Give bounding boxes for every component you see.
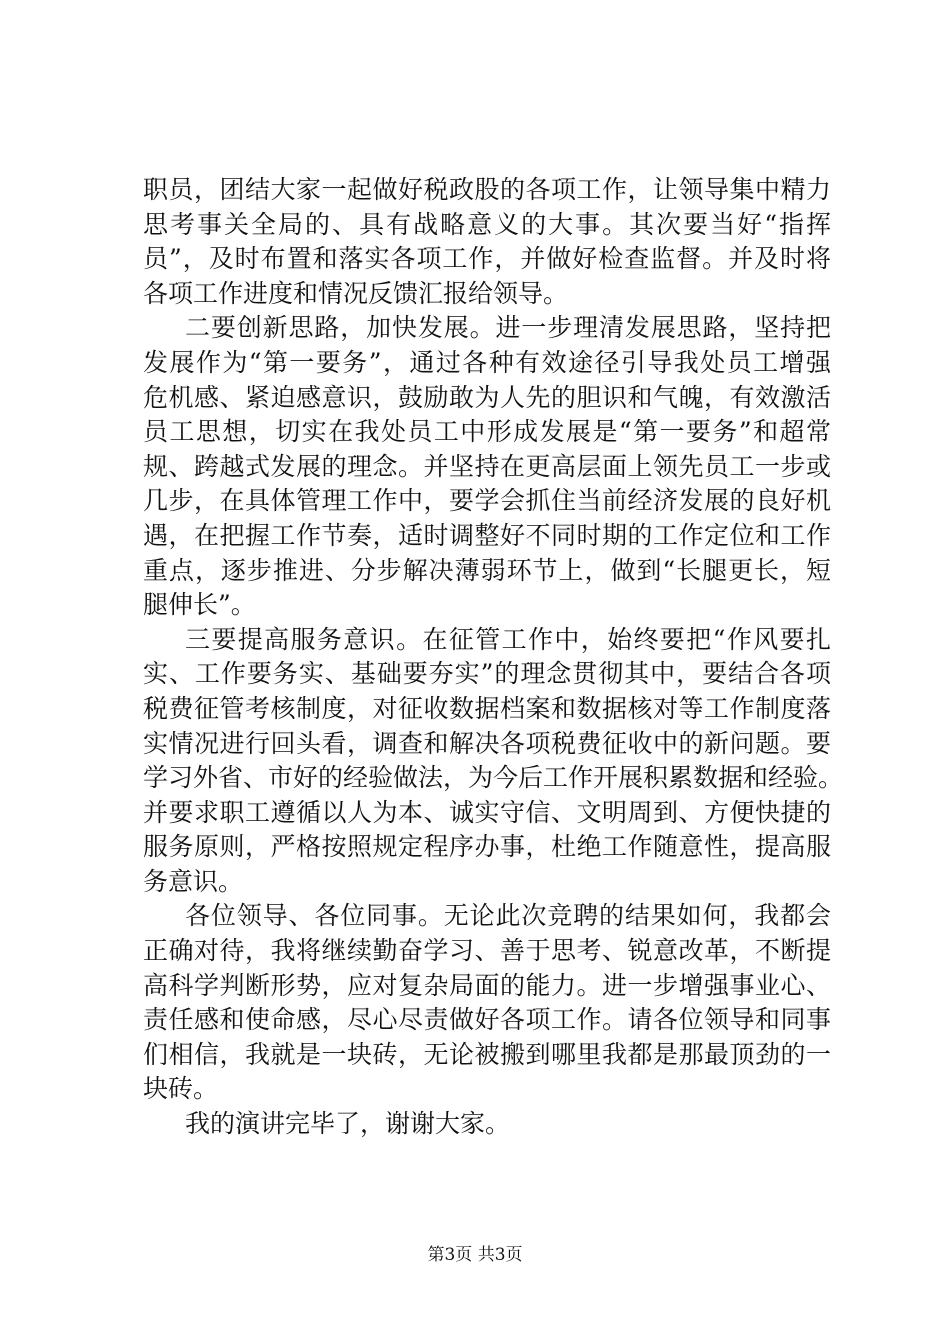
text-line: 实情况进行回头看，调查和解决各项税费征收中的新问题。要 [143, 728, 831, 758]
text-line: 学习外省、市好的经验做法，为今后工作开展积累数据和经验。 [143, 763, 844, 793]
text-line: 腿伸长”。 [143, 590, 256, 620]
text-line: 遇，在把握工作节奏，适时调整好不同时期的工作定位和工作 [143, 520, 831, 550]
document-body [143, 173, 844, 1142]
text-line: 各位领导、各位同事。无论此次竞聘的结果如何，我都会 [185, 901, 831, 931]
page-footer [0, 1243, 950, 1267]
text-line: 发展作为“第一要务”，通过各种有效途径引导我处员工增强 [143, 347, 831, 377]
text-line: 员工思想，切实在我处员工中形成发展是“第一要务”和超常 [143, 417, 831, 447]
text-line: 服务原则，严格按照规定程序办事，杜绝工作随意性，提高服 [143, 832, 831, 862]
text-line: 正确对待，我将继续勤奋学习、善于思考、锐意改革，不断提 [143, 936, 831, 966]
text-line: 实、工作要务实、基础要夯实”的理念贯彻其中，要结合各项 [143, 659, 831, 689]
text-line: 责任感和使命感，尽心尽责做好各项工作。请各位领导和同事 [143, 1005, 831, 1035]
text-line: 高科学判断形势，应对复杂局面的能力。进一步增强事业心、 [143, 970, 831, 1000]
text-line: 们相信，我就是一块砖，无论被搬到哪里我都是那最顶劲的一 [143, 1039, 831, 1069]
text-line: 块砖。 [143, 1074, 219, 1104]
text-line: 思考事关全局的、具有战略意义的大事。其次要当好“指挥 [143, 209, 831, 239]
text-line: 我的演讲完毕了，谢谢大家。 [185, 1109, 511, 1139]
text-line: 危机感、紧迫感意识，鼓励敢为人先的胆识和气魄，有效激活 [143, 382, 831, 412]
text-line: 三要提高服务意识。在征管工作中，始终要把“作风要扎 [185, 624, 831, 654]
text-line: 几步，在具体管理工作中，要学会抓住当前经济发展的良好机 [143, 486, 831, 516]
text-line: 员”，及时布置和落实各项工作，并做好检查监督。并及时将 [143, 244, 831, 274]
page-number-label: 第3页 共3页 [427, 1245, 523, 1265]
text-line: 税费征管考核制度，对征收数据档案和数据核对等工作制度落 [143, 693, 831, 723]
text-line: 重点，逐步推进、分步解决薄弱环节上，做到“长腿更长，短 [143, 555, 831, 585]
text-line: 二要创新思路，加快发展。进一步理清发展思路，坚持把 [185, 313, 831, 343]
text-line: 各项工作进度和情况反馈汇报给领导。 [143, 278, 569, 308]
text-line: 务意识。 [143, 866, 244, 896]
text-line: 并要求职工遵循以人为本、诚实守信、文明周到、方便快捷的 [143, 797, 831, 827]
text-line: 职员，团结大家一起做好税政股的各项工作，让领导集中精力 [143, 175, 831, 204]
text-line: 规、跨越式发展的理念。并坚持在更高层面上领先员工一步或 [143, 451, 831, 481]
